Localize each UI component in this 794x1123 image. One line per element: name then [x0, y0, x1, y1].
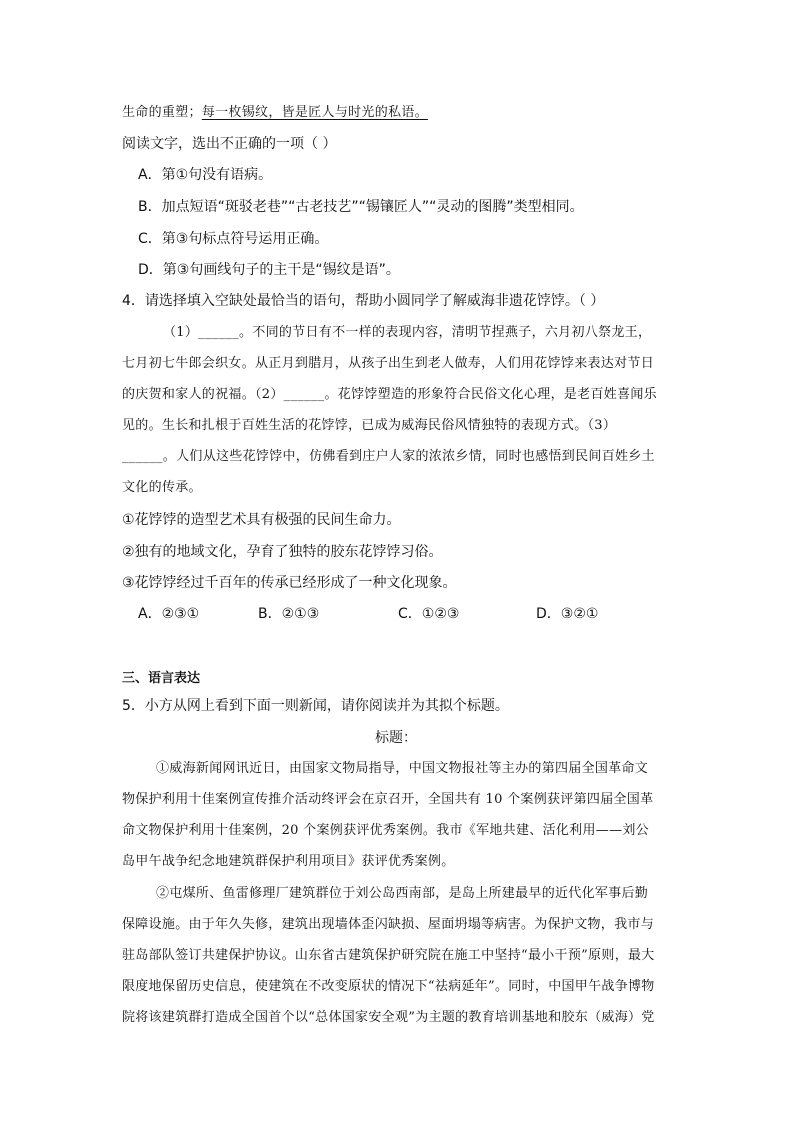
news-para1-line: 物保护利用十佳案例宣传推介活动终评会在京召开，全国共有 10 个案例获评第四届全国革: [122, 792, 654, 807]
news-para2-line: 院将该建筑群打造成全国首个以“总体国家安全观”为主题的教育培训基地和胶东（威海）党: [122, 1010, 655, 1025]
q3-option-a: A．第①句没有语病。: [138, 167, 273, 183]
news-para1-line: 命文物保护利用十佳案例，20 个案例获评优秀案例。我市《军地共建、活化利用——刘公: [122, 823, 649, 838]
q3-sentence-plain: 生命的重塑；: [122, 105, 202, 120]
q4-option-b: B．②①③: [258, 606, 320, 622]
q4-option-a: A．②③①: [138, 606, 200, 622]
news-para2-line: 保障设施。由于年久失修，建筑出现墙体歪闪缺损、屋面坍塌等病害。为保护文物，我市与: [122, 917, 655, 932]
q5-stem: 5．小方从网上看到下面一则新闻，请你阅读并为其拟个标题。: [122, 698, 509, 714]
q4-passage-line: 的庆贺和家人的祝福。（2）______。花饽饽塑造的形象符合民俗文化心理，是老百姓喜闻乐: [122, 387, 657, 402]
q4-passage-line: （1）______。不同的节日有不一样的表现内容，清明节捏燕子，六月初八祭龙王，: [163, 325, 652, 340]
news-para1-line: ①威海新闻网讯近日，由国家文物局指导，中国文物报社等主办的第四届全国革命文: [156, 761, 649, 776]
q4-stem: 4．请选择填入空缺处最恰当的语句，帮助小圆同学了解威海非遗花饽饽。（ ）: [122, 293, 605, 309]
q3-prompt: 阅读文字，选出不正确的一项（ ）: [122, 136, 337, 152]
q4-passage-line: 见的。生长和扎根于百姓生活的花饽饽，已成为威海民俗风情独特的表现方式。（3）: [122, 418, 617, 433]
news-para2-line: 限度地保留历史信息，使建筑在不改变原状的情况下“祛病延年”。同时，中国甲午战争博物: [122, 979, 655, 994]
q4-statement-3: ③花饽饽经过千百年的传承已经形成了一种文化现象。: [122, 575, 457, 591]
q5-title-label: 标题：: [375, 730, 417, 746]
q3-option-d: D．第③句画线句子的主干是“锡纹是语”。: [138, 262, 400, 278]
q4-passage-line: ______。人们从这些花饽饽中，仿佛看到庄户人家的浓浓乡情，同时也感悟到民间百姓乡土: [122, 449, 655, 464]
news-para2-line: 驻岛部队签订共建保护协议。山东省古建筑保护研究院在施工中坚持“最小干预”原则，最大: [122, 948, 655, 963]
q4-option-d: D．③②①: [536, 606, 599, 622]
section-heading: 三、语言表达: [122, 671, 201, 686]
q4-passage-line: 文化的传承。: [122, 480, 202, 495]
q3-option-c: C．第③句标点符号运用正确。: [138, 231, 329, 247]
news-para1-line: 岛甲午战争纪念地建筑群保护利用项目》获评优秀案例。: [122, 854, 455, 869]
q3-option-b: B．加点短语“斑驳老巷”“古老技艺”“锡镶匠人”“灵动的图腾”类型相同。: [138, 199, 584, 215]
q4-statement-1: ①花饽饽的造型艺术具有极强的民间生命力。: [122, 512, 401, 528]
q4-statement-2: ②独有的地域文化，孕育了独特的胶东花饽饽习俗。: [122, 544, 443, 560]
q3-sentence: [122, 104, 428, 122]
q4-option-c: C．①②③: [398, 606, 460, 622]
news-para2-line: ②屯煤所、鱼雷修理厂建筑群位于刘公岛西南部，是岛上所建最早的近代化军事后勤: [156, 886, 649, 901]
q4-passage-line: 七月初七牛郎会织女。从正月到腊月，从孩子出生到老人做寿，人们用花饽饽来表达对节日: [122, 356, 655, 371]
q3-sentence-underlined: 每一枚锡纹，皆是匠人与时光的私语。: [201, 105, 428, 120]
